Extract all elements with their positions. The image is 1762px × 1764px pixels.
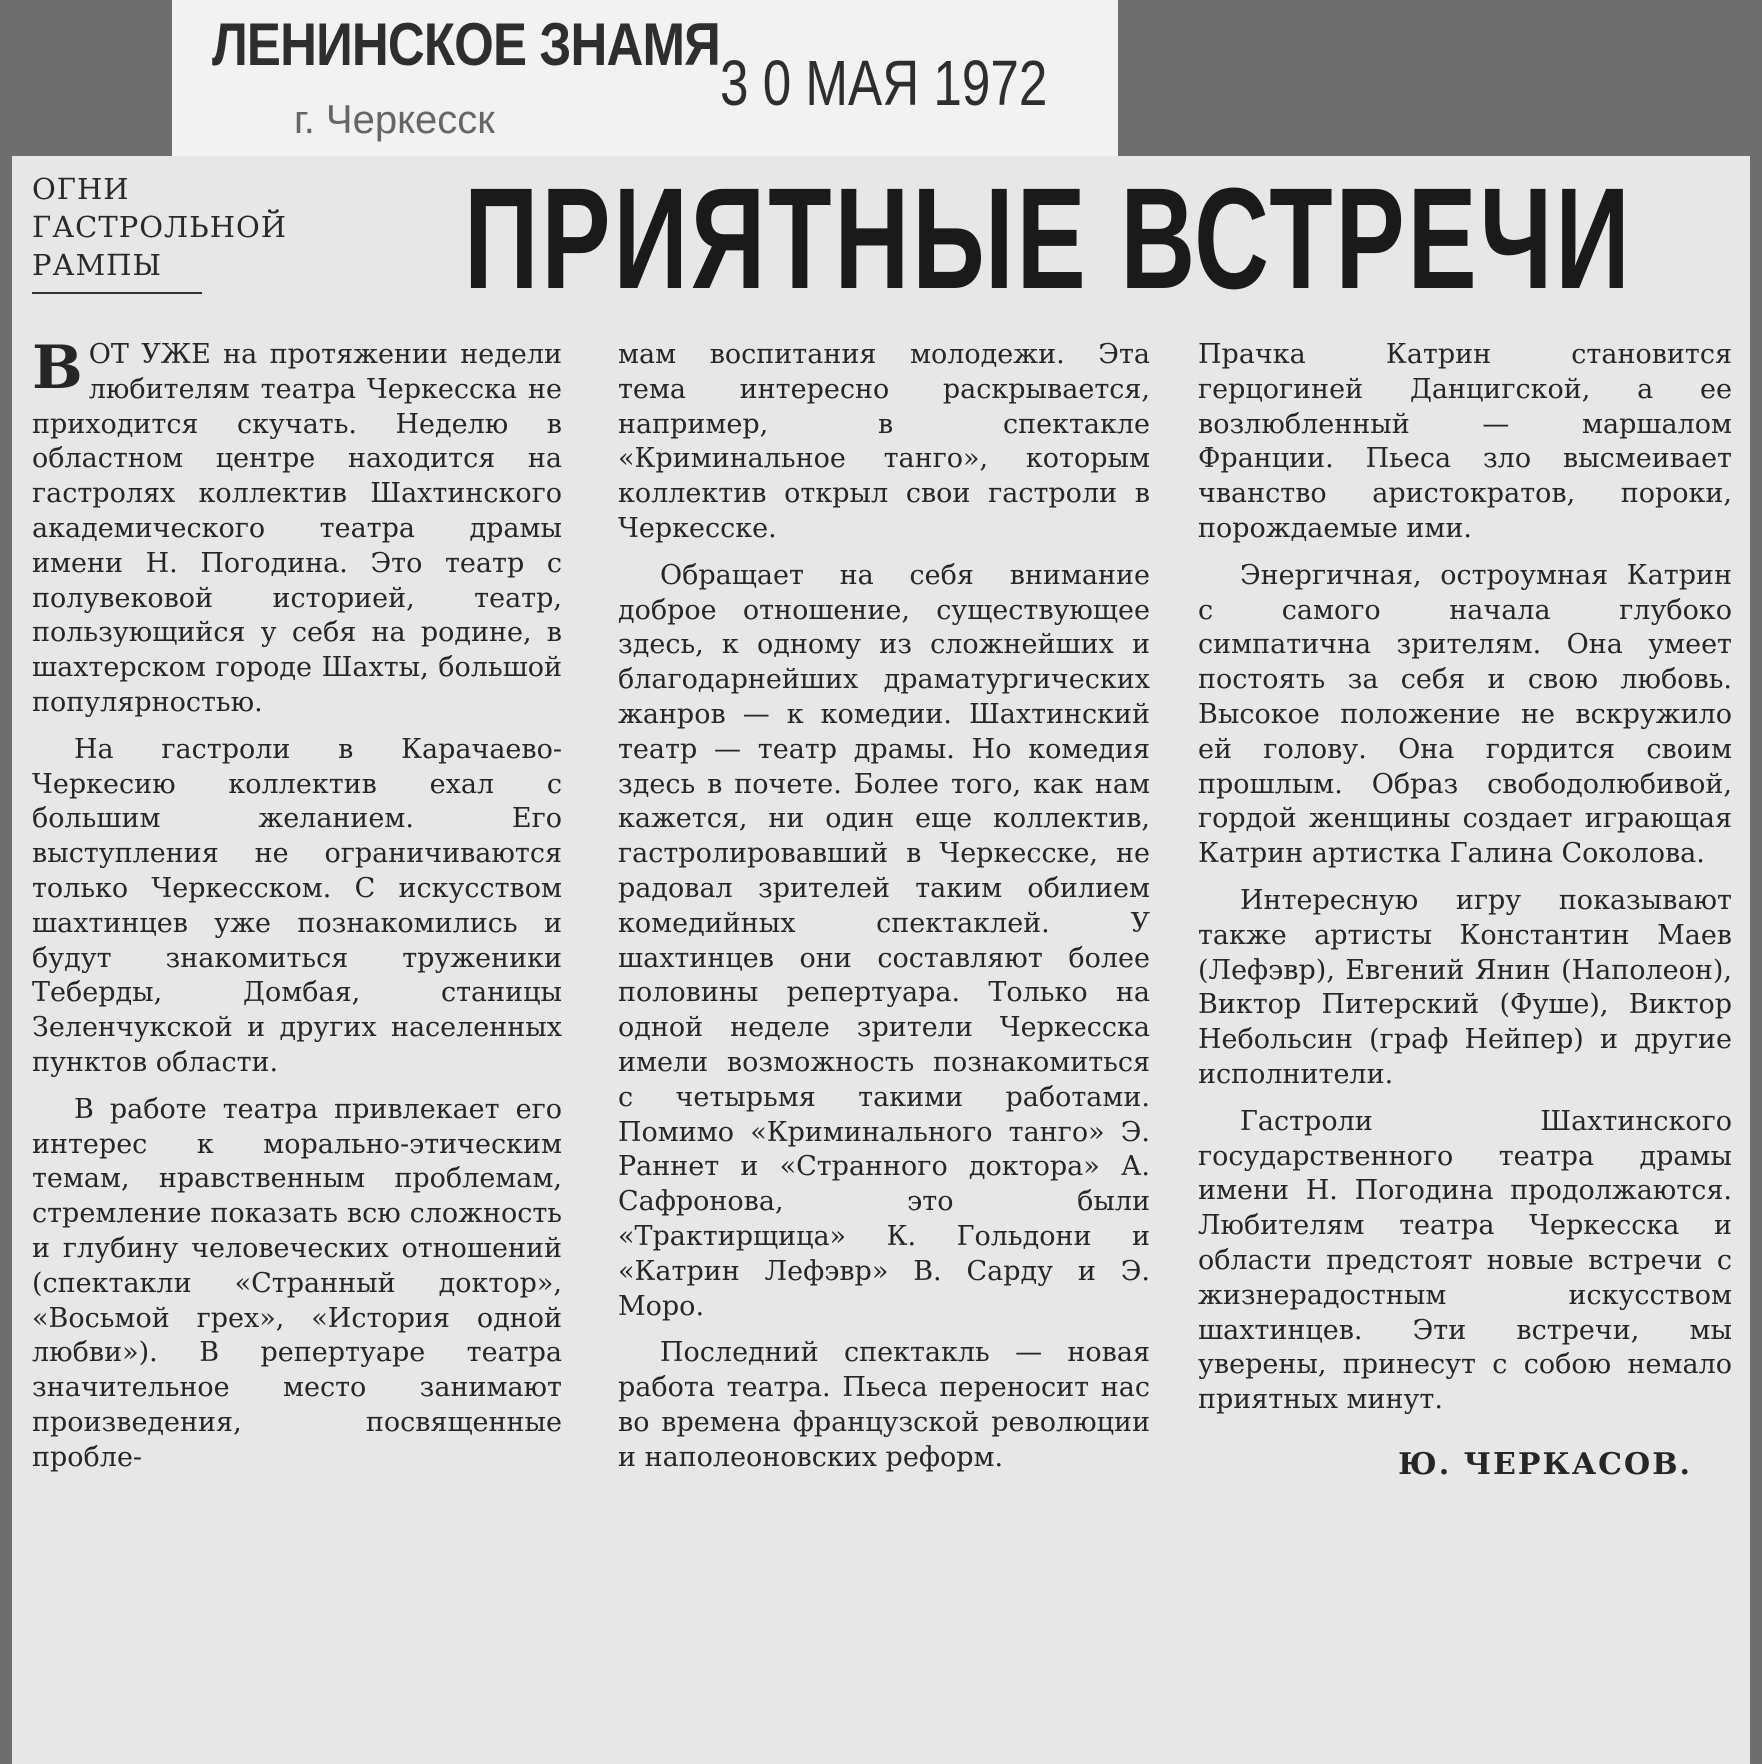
rubric xyxy=(32,170,288,294)
article-column-1 xyxy=(32,333,562,1488)
paragraph: Интересную игру показывают также артисты Константин Маев (Лефэвр), Евгений Янин (Наполеон), Виктор Питерский (Фуше), Виктор Небольсин (граф Нейпер) и другие исполнители. xyxy=(1198,884,1732,1090)
article-column-2 xyxy=(618,338,1150,1488)
newspaper-city: г. Черкесск xyxy=(294,98,495,142)
author-signature: Ю. ЧЕРКАСОВ. xyxy=(1398,1446,1692,1482)
drop-cap: В xyxy=(32,333,83,403)
newspaper-stamp xyxy=(172,0,1118,158)
paragraph: В работе театра привлекает его интерес к морально-этическим темам, нравственным проблемам, стремление показать всю сложность и глубину человеческих отношений (спектакли «Странный доктор», «Восьмой грех», «История одной любви»). В репертуаре театра значительное место занимают произведения, посвященные пробле- xyxy=(32,1093,562,1473)
rubric-line: ГАСТРОЛЬНОЙ xyxy=(32,210,288,244)
paragraph: мам воспитания молодежи. Эта тема интересно раскрывается, например, в спектакле «Криминальное танго», которым коллектив открыл свои гастроли в Черкесске. xyxy=(618,339,1150,544)
paragraph: Последний спектакль — новая работа театра. Пьеса переносит нас во времена французской революции и наполеоновских реформ. xyxy=(618,1337,1150,1473)
paragraph: На гастроли в Карачаево-Черкесию коллектив ехал с большим желанием. Его выступления не ограничиваются только Черкесском. С искусством шахтинцев уже познакомились и будут знакомиться труженики Теберды, Домбая, станицы Зеленчукской и других населенных пунктов области. xyxy=(32,733,562,1078)
paragraph: Гастроли Шахтинского государственного театра драмы имени Н. Погодина продолжаются. Любителям театра Черкесска и области предстоят новые встречи с жизнерадостным искусством шахтинцев. Эти встречи, мы уверены, принесут с собою немало приятных минут. xyxy=(1198,1105,1732,1416)
paragraph: Прачка Катрин становится герцогиней Данцигской, а ее возлюбленный — маршалом Франции. Пьеса зло высмеивает чванство аристократов, пороки, порождаемые ими. xyxy=(1198,339,1732,544)
newspaper-name: ЛЕНИНСКОЕ ЗНАМЯ xyxy=(212,11,720,78)
headline: ПРИЯТНЫЕ ВСТРЕЧИ xyxy=(464,158,1633,319)
paragraph: Энергичная, остроумная Катрин с самого начала глубоко симпатична зрителям. Она умеет постоять за себя и свою любовь. Высокое положение не вскружило ей голову. Она гордится своим прошлым. Образ свободолюбивой, гордой женщины создает играющая Катрин артистка Галина Соколова. xyxy=(1198,559,1732,870)
paragraph: Обращает на себя внимание доброе отношение, существующее здесь, к одному из сложнейших и благодарнейших драматургических жанров — к комедии. Шахтинский театр — театр драмы. Но комедия здесь в почете. Более того, как нам кажется, ни один еще коллектив, гастролировавший в Черкесске, не радовал зрителей таким обилием комедийных спектаклей. У шахтинцев они составляют более половины репертуара. Только на одной неделе зрители Черкесска имели возможность познакомиться с четырьмя такими работами. Помимо «Криминального танго» Э. Раннет и «Странного доктора» А. Сафронова, это были «Трактирщица» К. Гольдони и «Катрин Лефэвр» В. Сарду и Э. Моро. xyxy=(618,559,1150,1322)
paragraph: ВОТ УЖЕ на протяжении недели любителям театра Черкесска не приходится скучать. Неделю в областном центре находится на гастролях коллектив Шахтинского академического театра драмы имени Н. Погодина. Это театр с полувековой историей, театр, пользующийся у себя на родине, в шахтерском городе Шахты, большой популярностью. xyxy=(32,333,562,718)
rubric-line: РАМПЫ xyxy=(32,248,162,282)
stamp-date: 3 0 МАЯ 1972 xyxy=(720,47,1048,119)
article-column-3 xyxy=(1198,338,1732,1483)
newspaper-clipping xyxy=(12,156,1750,1764)
rubric-line: ОГНИ xyxy=(32,172,130,206)
